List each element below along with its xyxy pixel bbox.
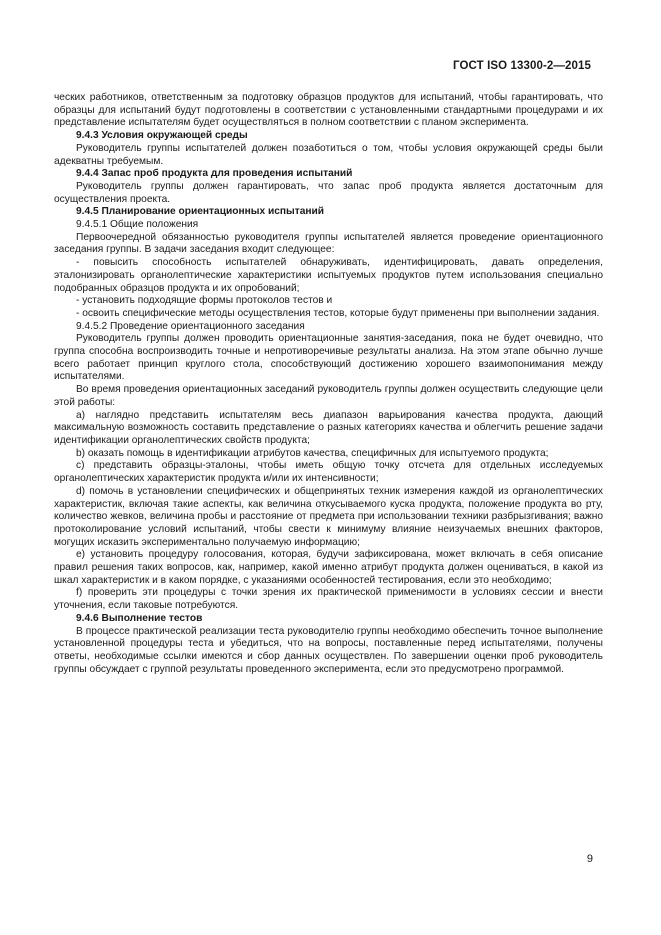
paragraph: а) наглядно представить испытателям весь диапазон варьирования качества продукта, дающий максимальную возможность составить представление о разных категориях качества и облегчить решение задачи идентификации органолептических свойств продукта; — [54, 409, 603, 446]
page-number: 9 — [586, 853, 593, 865]
section-heading: 9.4.3 Условия окружающей среды — [76, 130, 248, 142]
paragraph: e) установить процедуру голосования, которая, будучи зафиксирована, может включать в себя описание правил решения таких вопросов, как, например, какой именно атрибут продукта должен оцениваться, в какой из шкал характеристик и в каком порядке, с указаниями особенностей тестирования, если это необходимо; — [54, 549, 603, 586]
paragraph: c) представить образцы-эталоны, чтобы иметь общую точку отсчета для отдельных исследуемых органолептических характеристик продукта и/или их интенсивности; — [54, 460, 603, 485]
document-body — [54, 92, 603, 676]
section-heading: 9.4.4 Запас проб продукта для проведения испытаний — [76, 168, 353, 180]
paragraph: Руководитель группы должен проводить ориентационные занятия-заседания, пока не будет очевидно, что группа способна воспроизводить точные и непротиворечивые результаты анализа. На этом этапе обычно лучше всего работает принцип круглого стола, способствующий достижению хорошего взаимопонимания между испытателями. — [54, 333, 603, 383]
paragraph: В процессе практической реализации теста руководителю группы необходимо обеспечить точное выполнение установленной процедуры теста и убедиться, что на вопросы, поставленные перед испытателями, получены ответы, необходимые ссылки имеются и сбор данных осуществлен. По завершении оценки проб руководитель группы обсуждает с группой результаты проведенного эксперимента, если это предусмотрено программой. — [54, 625, 603, 675]
paragraph: 9.4.5.1 Общие положения — [76, 219, 199, 231]
paragraph: d) помочь в установлении специфических и общепринятых техник измерения каждой из органолептических характеристик, включая такие аспекты, как величина откусываемого куска продукта, положение продукта во рту, количество жевков, величина пробы и расстояние от предмета при использовании техники разбрызгивания; важно протоколирование условий испытаний, чтобы свести к минимуму влияние неизучаемых внешних факторов, могущих исказить экспериментально получаемую информацию; — [54, 485, 603, 548]
paragraph: 9.4.5.2 Проведение ориентационного заседания — [76, 320, 305, 332]
document-header: ГОСТ ISO 13300-2—2015 — [453, 60, 591, 72]
paragraph: f) проверить эти процедуры с точки зрения их практической применимости в условиях сессии и внести уточнения, если таковые потребуются. — [54, 587, 603, 612]
paragraph-continuation: ческих работников, ответственным за подготовку образцов продуктов для испытаний, чтобы гарантировать, что образцы для испытаний будут подготовлены в соответствии с установленными стандартными процедурами и их представление испытателям будет осуществляться в полном соответствии с планом эксперимента. — [54, 92, 603, 129]
paragraph: Первоочередной обязанностью руководителя группы испытателей является проведение ориентационного заседания группы. В задачи заседания входит следующее: — [54, 231, 603, 256]
paragraph: - повысить способность испытателей обнаруживать, идентифицировать, давать определения, эталонизировать органолептические характеристики испытуемых продуктов путем использования специально подобранных образцов продукта и их опробований; — [54, 257, 603, 294]
paragraph: - установить подходящие формы протоколов тестов и — [76, 295, 333, 307]
paragraph: Во время проведения ориентационных заседаний руководитель группы должен осуществить следующие цели этой работы: — [54, 384, 603, 408]
paragraph: Руководитель группы испытателей должен позаботиться о том, чтобы условия окружающей среды были адекватны требуемым. — [54, 142, 603, 167]
paragraph: b) оказать помощь в идентификации атрибутов качества, специфичных для испытуемого продукта; — [76, 447, 549, 459]
section-heading: 9.4.5 Планирование ориентационных испытаний — [76, 206, 325, 218]
paragraph: - освоить специфические методы осуществления тестов, которые будут применены при выполнении задания. — [76, 307, 600, 319]
paragraph: Руководитель группы должен гарантировать, что запас проб продукта является достаточным для осуществления проекта. — [54, 180, 603, 205]
section-heading: 9.4.6 Выполнение тестов — [76, 612, 203, 624]
